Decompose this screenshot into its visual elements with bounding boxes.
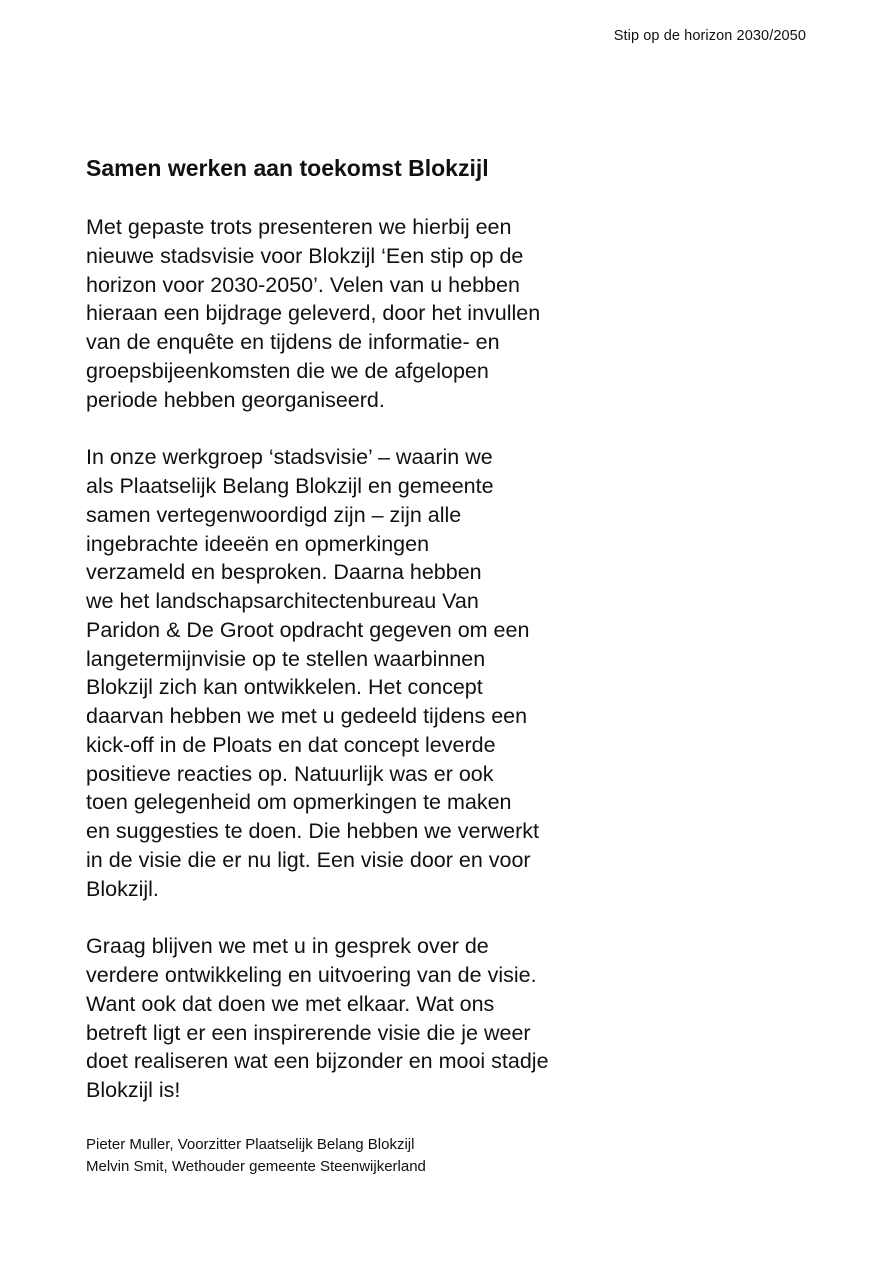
text-line: verzameld en besproken. Daarna hebben: [86, 560, 482, 585]
paragraph-intro: [86, 213, 646, 414]
text-line: Paridon & De Groot opdracht gegeven om een: [86, 617, 530, 642]
paragraph-gesprek: [86, 932, 646, 1105]
article: [86, 152, 646, 1178]
text-line: Met gepaste trots presenteren we hierbij een: [86, 215, 512, 239]
text-line: positieve reacties op. Natuurlijk was er ook: [86, 761, 494, 786]
text-line: toen gelegenheid om opmerkingen te maken: [86, 790, 512, 815]
running-header: Stip op de horizon 2030/2050: [613, 28, 806, 44]
text-line: kick-off in de Ploats en dat concept leverde: [86, 732, 496, 757]
text-line: Blokzijl zich kan ontwikkelen. Het concept: [86, 675, 483, 700]
text-line: langetermijnvisie op te stellen waarbinnen: [86, 646, 486, 671]
text-line: Blokzijl is!: [86, 1078, 181, 1102]
text-line: samen vertegenwoordigd zijn – zijn alle: [86, 502, 462, 527]
text-line: Want ook dat doen we met elkaar. Wat ons: [86, 991, 495, 1016]
text-line: daarvan hebben we met u gedeeld tijdens een: [86, 704, 528, 728]
text-line: hieraan een bijdrage geleverd, door het invullen: [86, 301, 541, 326]
text-line: Blokzijl.: [86, 876, 159, 901]
text-line: verdere ontwikkeling en uitvoering van de visie.: [86, 963, 537, 987]
article-title: Samen werken aan toekomst Blokzijl: [86, 155, 489, 181]
text-line: doet realiseren wat een bijzonder en mooi stadje: [86, 1049, 549, 1074]
text-line: als Plaatselijk Belang Blokzijl en gemeente: [86, 474, 494, 498]
text-line: In onze werkgroep ‘stadsvisie’ – waarin we: [86, 445, 493, 470]
text-line: groepsbijeenkomsten die we de afgelopen: [86, 358, 489, 383]
signatures: [86, 1134, 646, 1178]
text-line: periode hebben georganiseerd.: [86, 387, 385, 412]
text-line: betreft ligt er een inspirerende visie die je weer: [86, 1020, 531, 1045]
signature-line: Pieter Muller, Voorzitter Plaatselijk Belang Blokzijl: [86, 1135, 415, 1153]
text-line: van de enquête en tijdens de informatie- en: [86, 330, 500, 354]
text-line: Graag blijven we met u in gesprek over de: [86, 934, 489, 959]
signature-line: Melvin Smit, Wethouder gemeente Steenwijkerland: [86, 1157, 426, 1175]
text-line: en suggesties te doen. Die hebben we verwerkt: [86, 819, 539, 843]
text-line: ingebrachte ideeën en opmerkingen: [86, 531, 430, 556]
text-line: nieuwe stadsvisie voor Blokzijl ‘Een stip op de: [86, 243, 524, 268]
text-line: we het landschapsarchitectenbureau Van: [86, 589, 479, 613]
text-line: horizon voor 2030-2050’. Velen van u hebben: [86, 272, 520, 297]
paragraph-werkgroep: [86, 443, 646, 903]
text-line: in de visie die er nu ligt. Een visie door en voor: [86, 847, 531, 872]
